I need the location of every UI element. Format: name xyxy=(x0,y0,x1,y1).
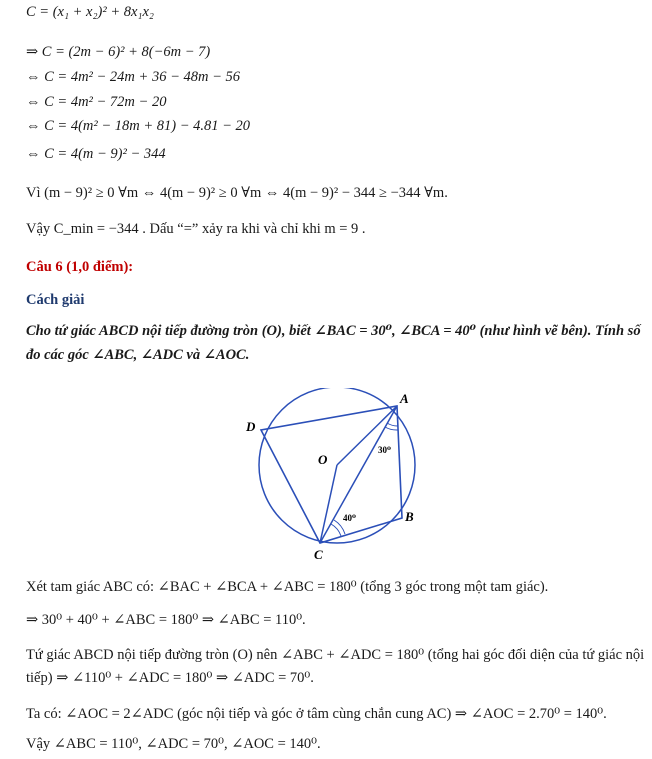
radius-oc xyxy=(320,465,337,543)
angle-arc-a2 xyxy=(385,427,398,430)
solution-line-6: Vậy ∠ABC = 110⁰, ∠ADC = 70⁰, ∠AOC = 140⁰. xyxy=(26,736,321,752)
solution-line-5: Ta có: ∠AOC = 2∠ADC (góc nội tiếp và góc ở tâm cùng chắn cung AC) ⇒ ∠AOC = 2.70⁰ = 140⁰. xyxy=(26,706,607,722)
solution-line-2: ⇒ 30⁰ + 40⁰ + ∠ABC = 180⁰ ⇒ ∠ABC = 110⁰. xyxy=(26,612,306,628)
geometry-figure xyxy=(238,388,468,568)
expr-line-1: C = (x₁ + x₂)² + 8x₁x₂ xyxy=(26,4,154,20)
label-b: B xyxy=(405,509,414,524)
solution-line-3: Tứ giác ABCD nội tiếp đường tròn (O) nên ∠ABC + ∠ADC = 180⁰ (tổng hai góc đối diện của tứ giác nội xyxy=(26,647,645,663)
expr-line-5: ⇔ C = 4(m² − 18m + 81) − 4.81 − 20 xyxy=(26,118,251,134)
question-heading: Câu 6 (1,0 điểm): xyxy=(26,259,134,275)
label-o: O xyxy=(318,452,328,467)
problem-line-1: Cho tứ giác ABCD nội tiếp đường tròn (O), biết ∠BAC = 30⁰, ∠BCA = 40⁰ (như hình vẽ bên). Tính số xyxy=(26,323,641,339)
label-a: A xyxy=(400,391,409,406)
problem-line-2: đo các góc ∠ABC, ∠ADC và ∠AOC. xyxy=(26,347,250,363)
expr-line-3: ⇔ C = 4m² − 24m + 36 − 48m − 56 xyxy=(26,69,240,85)
solution-heading: Cách giải xyxy=(26,292,85,308)
angle-arc-c xyxy=(331,524,341,536)
angle-arc-a xyxy=(387,423,398,426)
angle-label-a: 30⁰ xyxy=(378,445,391,455)
angle-label-c: 40⁰ xyxy=(343,513,356,523)
conclusion-min: Vậy C_min = −344 . Dấu “=” xảy ra khi và chỉ khi m = 9 . xyxy=(26,221,366,237)
inequality-line: Vì (m − 9)² ≥ 0 ∀m ⇔ 4(m − 9)² ≥ 0 ∀m ⇔ 4(m − 9)² − 344 ≥ −344 ∀m. xyxy=(26,185,448,201)
expr-line-4: ⇔ C = 4m² − 72m − 20 xyxy=(26,94,167,110)
label-d: D xyxy=(246,419,256,434)
expr-line-2: ⇒ C = (2m − 6)² + 8(−6m − 7) xyxy=(26,44,211,60)
solution-line-4: tiếp) ⇒ ∠110⁰ + ∠ADC = 180⁰ ⇒ ∠ADC = 70⁰. xyxy=(26,670,314,686)
label-c: C xyxy=(314,547,323,562)
solution-line-1: Xét tam giác ABC có: ∠BAC + ∠BCA + ∠ABC = 180⁰ (tổng 3 góc trong một tam giác). xyxy=(26,579,549,595)
expr-line-6: ⇔ C = 4(m − 9)² − 344 xyxy=(26,146,166,162)
